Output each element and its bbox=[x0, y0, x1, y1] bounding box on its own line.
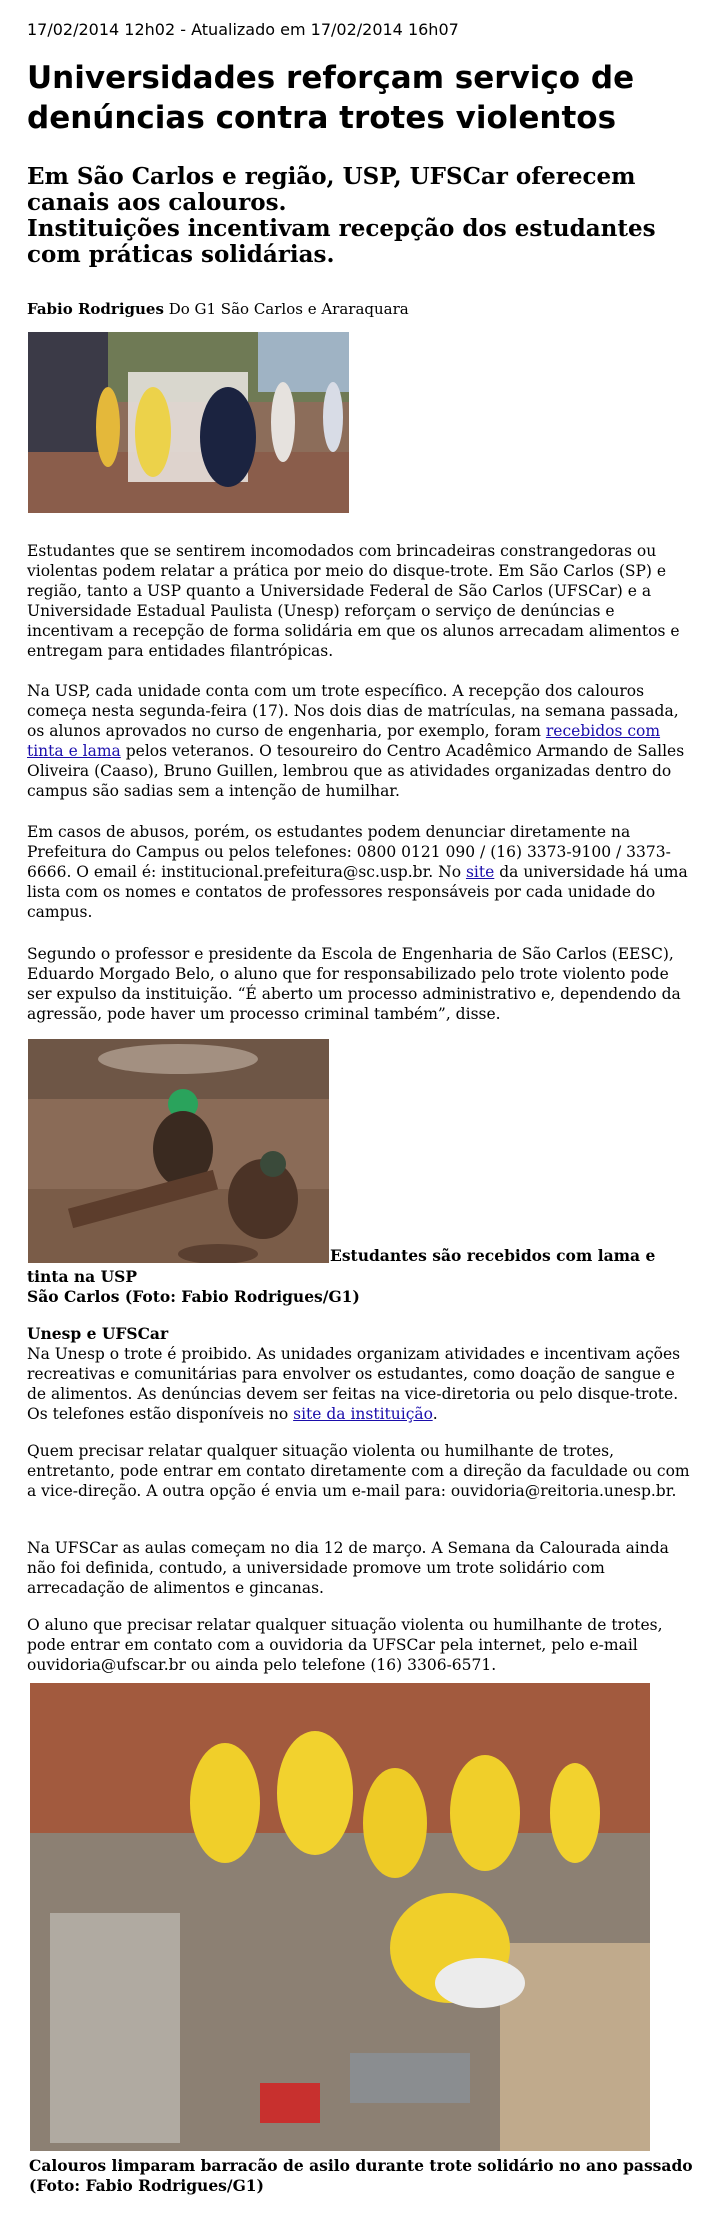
paragraph-8: O aluno que precisar relatar qualquer situação violenta ou humilhante de trotes, pode entrar em contato com a ouvidoria da UFSCar pela internet, pelo e-mail ouvidoria@ufscar.br ou ainda pelo telefone (16) 3306-6571. bbox=[27, 1616, 663, 1674]
paragraph-4: Segundo o professor e presidente da Escola de Engenharia de São Carlos (EESC), Eduardo Morgado Belo, o aluno que for responsabilizado pelo trote violento pode ser expulso da instituição. “É aberto um processo administrativo e, dependendo da agressão, pode haver um processo criminal também”, disse. bbox=[27, 945, 681, 1023]
paragraph-3-text-a: Em casos de abusos, porém, os estudantes podem denunciar diretamente na Prefeitura do Campus ou pelos telefones: 0800 0121 090 / (16) 3373-9100 / 3373-6666. O email é: institucional.prefeitura@sc.usp.br. No bbox=[27, 823, 671, 881]
subtitle-line-1: Em São Carlos e região, USP, UFSCar oferecem canais aos calouros. bbox=[27, 163, 636, 216]
paragraph-5-text-a: Na Unesp o trote é proibido. As unidades organizam atividades e incentivam ações recreativas e comunitárias para envolver os estudantes, como doação de sangue e de alimentos. As denúncias devem ser feitas na vice-diretoria ou pelo disque-trote. Os telefones estão disponíveis no bbox=[27, 1345, 681, 1423]
students-walking-photo bbox=[28, 332, 349, 513]
author-name: Fabio Rodrigues bbox=[27, 300, 164, 318]
subtitle-line-2: Instituições incentivam recepção dos estudantes com práticas solidárias. bbox=[27, 215, 656, 268]
paragraph-7: Na UFSCar as aulas começam no dia 12 de março. A Semana da Calourada ainda não foi definida, contudo, a universidade promove um trote solidário com arrecadação de alimentos e gincanas. bbox=[27, 1539, 669, 1597]
site-link[interactable]: site bbox=[465, 863, 495, 881]
institution-site-link[interactable]: site da instituição bbox=[293, 1405, 433, 1423]
paragraph-2-text-a: Na USP, cada unidade conta com um trote específico. A recepção dos calouros começa nesta segunda-feira (17). Nos dois dias de matrículas, na semana passada, os alunos aprovados no curso de engenharia, por exemplo, foram bbox=[27, 682, 679, 740]
caption-1-line-2: tinta na USP bbox=[27, 1267, 137, 1286]
byline-source: Do G1 São Carlos e Araraquara bbox=[168, 300, 409, 318]
yellow-shirt-volunteers-photo bbox=[30, 1683, 650, 2151]
paragraph-5-text-b: . bbox=[432, 1405, 438, 1423]
mud-paint-hazing-photo bbox=[28, 1039, 329, 1263]
article-date: 17/02/2014 12h02 - Atualizado em 17/02/2014 16h07 bbox=[27, 20, 459, 39]
paragraph-6: Quem precisar relatar qualquer situação violenta ou humilhante de trotes, entretanto, pode entrar em contato diretamente com a direção da faculdade ou com a vice-direção. A outra opção é envia um e-mail para: ouvidoria@reitoria.unesp.br. bbox=[27, 1442, 690, 1500]
article-title: Universidades reforçam serviço de denúncias contra trotes violentos bbox=[27, 60, 635, 136]
caption-2: Calouros limparam barracão de asilo durante trote solidário no ano passado (Foto: Fabio Rodrigues/G1) bbox=[29, 2156, 693, 2195]
section-heading: Unesp e UFSCar bbox=[27, 1324, 169, 1343]
caption-1-line-1: Estudantes são recebidos com lama e bbox=[330, 1246, 656, 1265]
article-subtitle bbox=[27, 164, 707, 268]
paragraph-1: Estudantes que se sentirem incomodados com brincadeiras constrangedoras ou violentas podem relatar a prática por meio do disque-trote. Em São Carlos (SP) e região, tanto a USP quanto a Universidade Federal de São Carlos (UFSCar) e a Universidade Estadual Paulista (Unesp) reforçam o serviço de denúncias e incentivam a recepção de forma solidária em que os alunos arrecadam alimentos e entregam para entidades filantrópicas. bbox=[27, 542, 680, 660]
paragraph-3-text-b: da universidade há uma lista com os nomes e contatos de professores responsáveis por cada unidade do campus. bbox=[27, 863, 688, 921]
paragraph-2 bbox=[27, 681, 695, 801]
mud-paint-link[interactable]: recebidos com tinta e lama bbox=[27, 722, 661, 760]
paragraph-3 bbox=[27, 822, 695, 922]
paragraph-2-text-b: pelos veteranos. O tesoureiro do Centro Acadêmico Armando de Salles Oliveira (Caaso), Bruno Guillen, lembrou que as atividades organizadas dentro do campus são sadias sem a intenção de humilhar. bbox=[27, 742, 685, 800]
paragraph-5 bbox=[27, 1344, 695, 1424]
caption-1-line-3: São Carlos (Foto: Fabio Rodrigues/G1) bbox=[27, 1287, 360, 1306]
byline bbox=[27, 300, 409, 318]
